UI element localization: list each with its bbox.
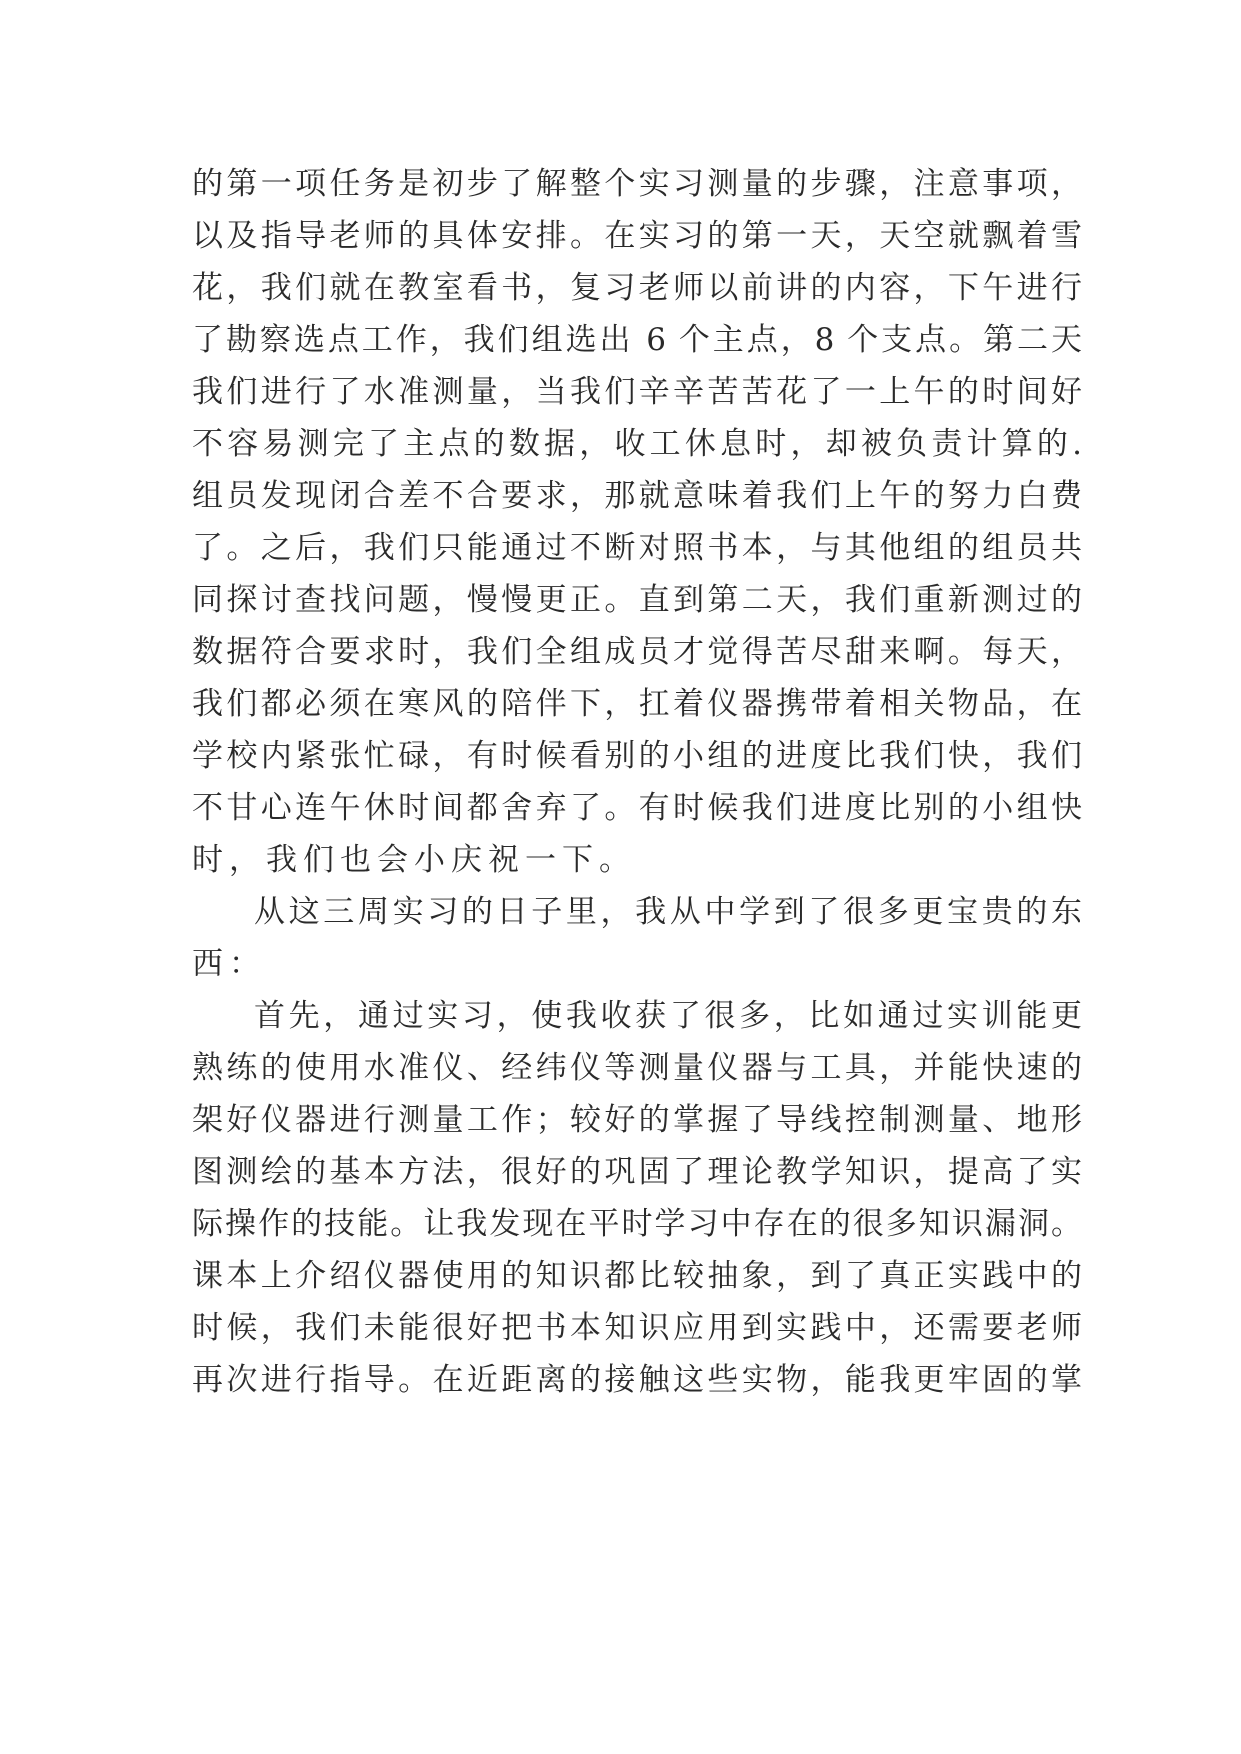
text-line: 的第一项任务是初步了解整个实习测量的步骤，注意事项， — [192, 166, 1082, 202]
text-line: 不甘心连午休时间都舍弃了。有时候我们进度比别的小组快 — [192, 790, 1082, 826]
text-line: 图测绘的基本方法，很好的巩固了理论教学知识，提高了实 — [192, 1154, 1082, 1190]
paragraph-first-line: 首先，通过实习，使我收获了很多，比如通过实训能更 — [254, 998, 1082, 1034]
text-line: 数据符合要求时，我们全组成员才觉得苦尽甜来啊。每天， — [192, 634, 1082, 670]
text-line: 时，我们也会小庆祝一下。 — [192, 842, 636, 878]
text-line: 课本上介绍仪器使用的知识都比较抽象，到了真正实践中的 — [192, 1258, 1082, 1294]
body-text — [192, 158, 1082, 1406]
paragraph-first-line: 从这三周实习的日子里，我从中学到了很多更宝贵的东 — [254, 894, 1082, 930]
text-line: 花，我们就在教室看书，复习老师以前讲的内容，下午进行 — [192, 270, 1082, 306]
text-line: 以及指导老师的具体安排。在实习的第一天，天空就飘着雪 — [192, 218, 1082, 254]
text-line: 组员发现闭合差不合要求，那就意味着我们上午的努力白费 — [192, 478, 1082, 514]
text-line: 学校内紧张忙碌，有时候看别的小组的进度比我们快，我们 — [192, 738, 1082, 774]
text-line: 再次进行指导。在近距离的接触这些实物，能我更牢固的掌 — [192, 1362, 1082, 1398]
text-line: 我们都必须在寒风的陪伴下，扛着仪器携带着相关物品，在 — [192, 686, 1082, 722]
text-line: 际操作的技能。让我发现在平时学习中存在的很多知识漏洞。 — [192, 1206, 1082, 1242]
text-line: 了。之后，我们只能通过不断对照书本，与其他组的组员共 — [192, 530, 1082, 566]
text-line: 架好仪器进行测量工作；较好的掌握了导线控制测量、地形 — [192, 1102, 1082, 1138]
text-line: 时候，我们未能很好把书本知识应用到实践中，还需要老师 — [192, 1310, 1082, 1346]
text-line: 我们进行了水准测量，当我们辛辛苦苦花了一上午的时间好 — [192, 374, 1082, 410]
text-line: 了勘察选点工作，我们组选出 6 个主点，8 个支点。第二天 — [192, 322, 1082, 358]
text-line: 熟练的使用水准仪、经纬仪等测量仪器与工具，并能快速的 — [192, 1050, 1082, 1086]
text-line: 不容易测完了主点的数据，收工休息时，却被负责计算的. — [192, 426, 1082, 462]
text-line: 同探讨查找问题，慢慢更正。直到第二天，我们重新测过的 — [192, 582, 1082, 618]
text-line: 西： — [192, 946, 266, 982]
